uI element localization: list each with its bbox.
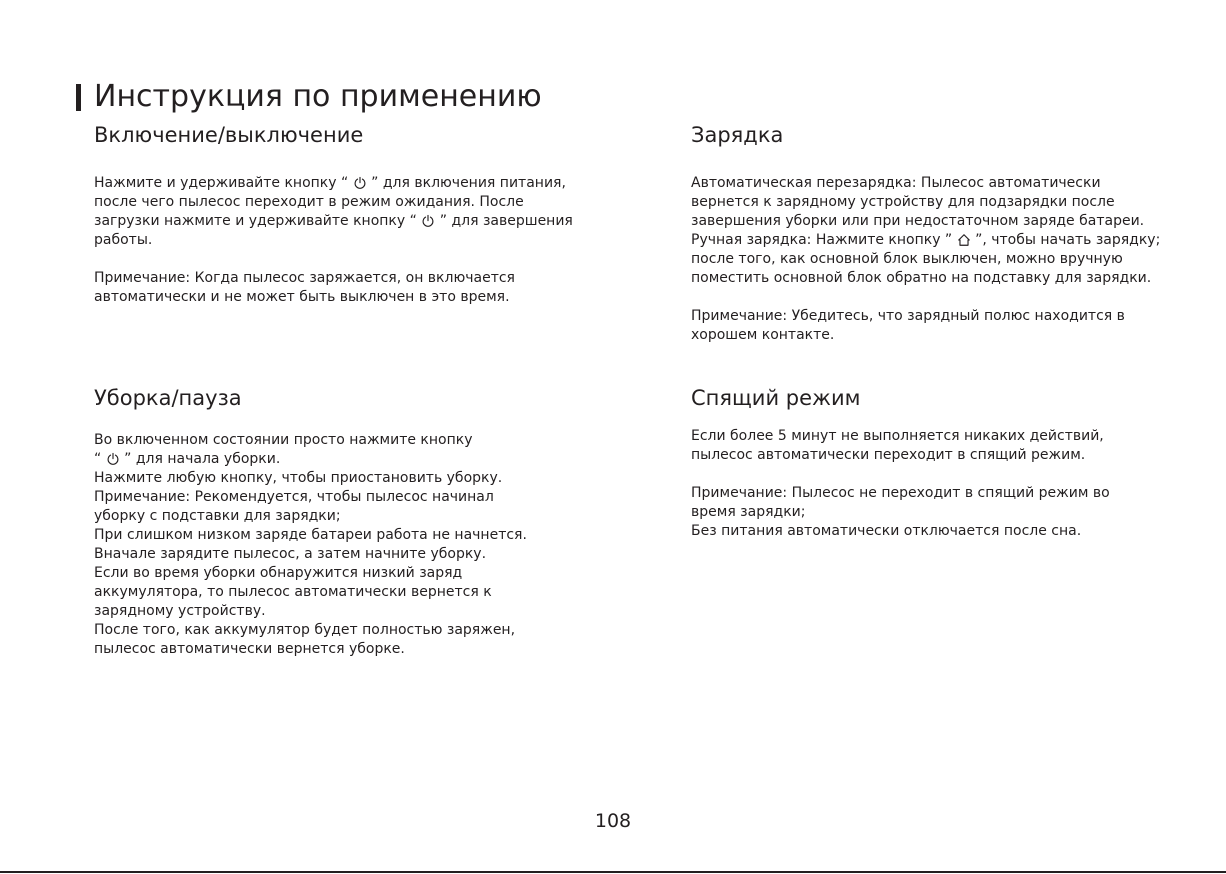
- page-number: 108: [594, 810, 632, 832]
- section-heading-sleep-mode: Спящий режим: [691, 386, 861, 410]
- note-line: автоматически и не может быть выключен в это время.: [94, 289, 510, 305]
- text-line: Вначале зарядите пылесос, а затем начните уборку.: [94, 546, 487, 562]
- text-span: загрузки нажмите и удерживайте кнопку “: [94, 213, 422, 229]
- title-accent-bar: [76, 84, 81, 111]
- paragraph-gap: [691, 465, 1110, 484]
- text-line: Во включенном состоянии просто нажмите кнопку: [94, 432, 473, 448]
- power-icon: [421, 214, 435, 228]
- section-body-sleep-mode: [691, 427, 1110, 541]
- note-line: Без питания автоматически отключается после сна.: [691, 523, 1082, 539]
- text-line: Примечание: Рекомендуется, чтобы пылесос начинал: [94, 489, 494, 505]
- text-span: ”, чтобы начать зарядку;: [970, 232, 1161, 248]
- text-span: “: [94, 451, 106, 467]
- paragraph-gap: [94, 250, 573, 269]
- text-line: [94, 212, 573, 231]
- paragraph-gap: [691, 288, 1160, 307]
- text-line: зарядному устройству.: [94, 603, 266, 619]
- text-span: ” для начала уборки.: [119, 451, 281, 467]
- section-heading-charging: Зарядка: [691, 123, 784, 147]
- text-span: Нажмите и удерживайте кнопку “: [94, 175, 353, 191]
- text-line: уборку с подставки для зарядки;: [94, 508, 341, 524]
- power-icon: [106, 452, 120, 466]
- section-body-charging: [691, 174, 1160, 345]
- note-line: Примечание: Убедитесь, что зарядный полюс находится в: [691, 308, 1125, 324]
- section-power: [94, 120, 573, 307]
- text-span: Ручная зарядка: Нажмите кнопку ”: [691, 232, 957, 248]
- note-line: хорошем контакте.: [691, 327, 835, 343]
- section-heading-cleaning: Уборка/пауза: [94, 386, 242, 410]
- home-icon: [957, 233, 971, 247]
- section-sleep-mode: [691, 383, 1110, 541]
- note-line: Примечание: Когда пылесос заряжается, он включается: [94, 270, 515, 286]
- text-line: Если более 5 минут не выполняется никаких действий,: [691, 428, 1104, 444]
- section-heading-power: Включение/выключение: [94, 123, 364, 147]
- text-line: Если во время уборки обнаружится низкий заряд: [94, 565, 463, 581]
- text-line: вернется к зарядному устройству для подзарядки после: [691, 194, 1115, 210]
- section-body-cleaning: [94, 431, 527, 659]
- power-icon: [353, 176, 367, 190]
- page-title: Инструкция по применению: [94, 79, 542, 114]
- text-line: после того, как основной блок выключен, можно вручную: [691, 251, 1123, 267]
- text-line: Автоматическая перезарядка: Пылесос автоматически: [691, 175, 1101, 191]
- text-line: После того, как аккумулятор будет полностью заряжен,: [94, 622, 516, 638]
- text-line: аккумулятора, то пылесос автоматически вернется к: [94, 584, 492, 600]
- text-line: поместить основной блок обратно на подставку для зарядки.: [691, 270, 1152, 286]
- text-span: ” для включения питания,: [366, 175, 566, 191]
- text-line: [691, 231, 1160, 250]
- note-line: время зарядки;: [691, 504, 806, 520]
- section-charging: [691, 120, 1160, 345]
- text-line: Нажмите любую кнопку, чтобы приостановить уборку.: [94, 470, 503, 486]
- section-body-power: [94, 174, 573, 307]
- text-line: после чего пылесос переходит в режим ожидания. После: [94, 194, 524, 210]
- section-cleaning: [94, 383, 527, 659]
- text-line: пылесос автоматически переходит в спящий режим.: [691, 447, 1086, 463]
- text-line: пылесос автоматически вернется уборке.: [94, 641, 405, 657]
- text-line: [94, 450, 527, 469]
- note-line: Примечание: Пылесос не переходит в спящий режим во: [691, 485, 1110, 501]
- text-line: При слишком низком заряде батареи работа не начнется.: [94, 527, 527, 543]
- text-line: завершения уборки или при недостаточном заряде батареи.: [691, 213, 1145, 229]
- bottom-divider: [0, 871, 1226, 873]
- text-line: [94, 174, 573, 193]
- text-line: работы.: [94, 232, 153, 248]
- text-span: ” для завершения: [435, 213, 573, 229]
